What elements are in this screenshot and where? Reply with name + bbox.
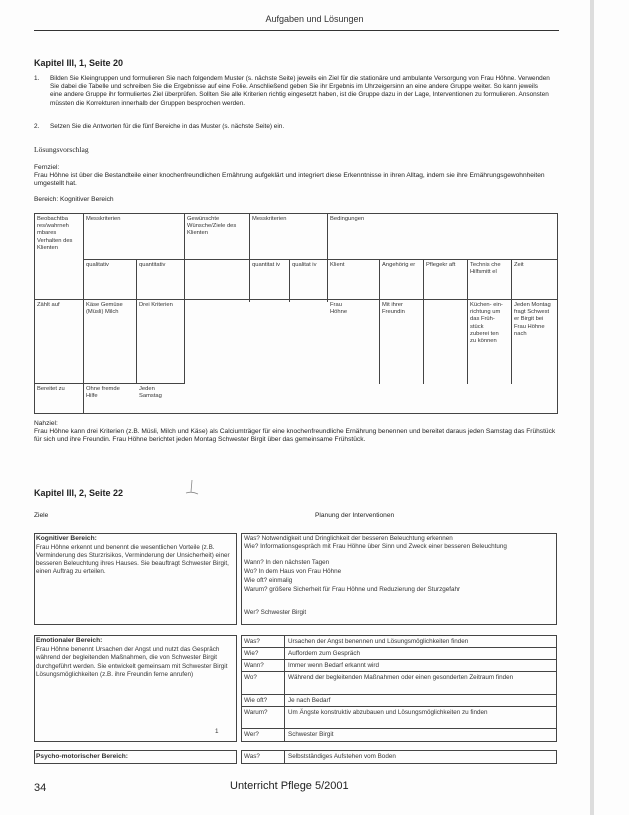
table-cell: Drei Kriterien (139, 302, 173, 308)
table-cell: Jeden Montag fragt Schwest er Birgit bei Frau Höhne nach (514, 302, 551, 337)
publication-footer: Unterricht Pflege 5/2001 (230, 780, 349, 792)
kognitiv-line: Wie oft? einmalig (244, 577, 293, 584)
task-text: Bilden Sie Kleingruppen und formulieren Sie nach folgendem Muster (s. nächste Seite) jeweils ein Ziel für die stationäre und ambulante Versorgung von Frau Höhne. Verwenden Sie dabei die Tabelle und schreiben Sie die Ergebnisse auf eine Folie. Anschließend geben Sie ihr Ergebnis im Uhrzeigersinn an eine andere Gruppe weiter. So kann jeweils eine andere Gruppe ihr formuliertes Ziel überprüfen. Sollten Sie alle Kriterien richtig eingesetzt haben, ist die Gruppe dazu in der Lage, Interventionen zu formulieren. Ansonsten müssten die Korrekturen innerhalb der Gruppen besprochen werden. (50, 75, 550, 107)
emotional-question: Wann? (244, 662, 264, 669)
emotional-text: Frau Höhne benennt Ursachen der Angst und nutzt das Gespräch während der begleitenden Maßnahmen, die von Schwester Birgit durchgeführt werden. Sie entwickelt gemeinsam mit Schwester Birgit Lösungsmöglichkeiten (z.B. ihre Freundin ferne anrufen) (36, 646, 228, 678)
running-header: Aufgaben und Lösungen (265, 14, 364, 24)
table-cell: Ohne fremde Hilfe (86, 386, 120, 400)
table-subheader-cell: Technis che Hilfsmitt el (470, 262, 501, 276)
criteria-table (34, 213, 558, 414)
table-subheader-cell: quantitat iv (252, 262, 281, 268)
emotional-answer: Um Ängste konstruktiv abzubauen und Lösungsmöglichkeiten zu finden (288, 709, 488, 716)
page-mark: 1 (215, 728, 219, 735)
nahziel-label: Nahziel: (34, 420, 58, 427)
emotional-goal-box (34, 635, 237, 742)
table-subheader-cell: qualitativ (86, 262, 109, 268)
table-cell: Jeden Samstag (139, 386, 162, 400)
bereich-text: Bereich: Kognitiver Bereich (34, 196, 114, 203)
kognitiv-goal-box (34, 533, 237, 625)
emotional-question: Was? (244, 638, 260, 645)
emotional-answer: Auffordern zum Gespräch (288, 650, 360, 657)
task-list-item-2 (34, 123, 554, 132)
task-text: Setzen Sie die Antworten für die fünf Bereiche in das Muster (s. nächste Seite) ein. (50, 123, 285, 130)
page-spine-shadow (590, 0, 594, 815)
table-subheader-cell: Klient (330, 262, 345, 268)
kognitiv-line: Was? Notwendigkeit und Dringlichkeit der besseren Beleuchtung erkennen (244, 535, 453, 542)
kognitiv-line: Warum? größere Sicherheit für Frau Höhne und Reduzierung der Sturzgefahr (244, 586, 461, 593)
table-cell: Bereitet zu (37, 386, 65, 392)
table-subheader-cell: Zeit (514, 262, 524, 268)
table-subheader-cell: Pflegekr aft (426, 262, 456, 268)
table-header-cell: Messkriterien (86, 216, 121, 222)
table-cell: Zählt auf (37, 302, 60, 308)
kognitiv-line: Wer? Schwester Birgit (244, 609, 307, 616)
psycho-question: Was? (244, 753, 260, 760)
pen-mark-icon (182, 478, 202, 498)
section-heading-2: Kapitel III, 2, Seite 22 (34, 488, 124, 498)
emotional-question: Wer? (244, 731, 259, 738)
kognitiv-line: Wo? In dem Haus von Frau Höhne (244, 568, 342, 575)
fernziel-label: Fernziel: (34, 164, 60, 171)
table-header-cell: Messkriterien (252, 216, 287, 222)
table-subheader-cell: quantitativ (139, 262, 166, 268)
table-header-cell: Beobachtba res/wahrneh mbares Verhalten des Klienten (37, 216, 73, 251)
table-cell: Käse Gemüse (Müsli) Milch (86, 302, 123, 316)
task-number: 2. (34, 123, 40, 130)
kognitiv-title: Kognitiver Bereich: (36, 535, 97, 542)
column-label-planung: Planung der Interventionen (315, 512, 395, 519)
emotional-plan-box (241, 635, 557, 742)
kognitiv-line: Wie? Informationsgespräch mit Frau Höhne über Sinn und Zweck einer besseren Beleuchtung (244, 543, 507, 550)
task-list-item-1 (34, 75, 554, 127)
table-cell: Mit ihrer Freundin (382, 302, 405, 316)
emotional-title: Emotionaler Bereich: (36, 637, 103, 644)
task-number: 1. (34, 75, 40, 82)
section-heading-1: Kapitel III, 1, Seite 20 (34, 58, 124, 68)
fernziel-text: Frau Höhne ist über die Bestandteile einer knochenfreundlichen Ernährung aufgeklärt und integriert diese Erkenntnisse in ihren Alltag, indem sie ihre Ernährungsgewohnheiten umgestellt hat. (34, 172, 545, 188)
table-cell: Frau Höhne (330, 302, 348, 316)
emotional-answer: Je nach Bedarf (288, 697, 331, 704)
table-cell: Küchen- ein- richtung um das Früh- stück zuberei ten zu können (470, 302, 503, 345)
page-number: 34 (34, 782, 47, 794)
solution-label: Lösungsvorschlag (34, 145, 89, 154)
table-subheader-cell: Angehörig er (382, 262, 416, 268)
emotional-question: Wie oft? (244, 697, 268, 704)
emotional-question: Wie? (244, 650, 259, 657)
table-header-cell: Bedingungen (330, 216, 365, 222)
psycho-plan-box (241, 750, 557, 764)
kognitiv-text: Frau Höhne erkennt und benennt die wesentlichen Vorteile (z.B. Verminderung des Sturzrisikos, Verminderung der Unsicherheit) einer besseren Beleuchtung ihres Hauses. Sie beauftragt Schwester Birgit, einen Auftrag zu erteilen. (36, 544, 230, 575)
emotional-answer: Ursachen der Angst benennen und Lösungsmöglichkeiten finden (288, 638, 469, 645)
table-subheader-cell: qualitat iv (292, 262, 317, 268)
emotional-question: Warum? (244, 709, 268, 716)
emotional-answer: Immer wenn Bedarf erkannt wird (288, 662, 379, 669)
table-header-cell: Gewünschte Wünsche/Ziele des Klienten (187, 216, 237, 237)
psycho-answer: Selbstständiges Aufstehen vom Boden (288, 753, 396, 760)
kognitiv-plan-box (241, 533, 557, 625)
column-label-ziele: Ziele (34, 512, 49, 519)
psycho-title: Psycho-motorischer Bereich: (36, 753, 128, 760)
emotional-question: Wo? (244, 674, 257, 681)
psycho-goal-box (34, 750, 237, 764)
emotional-answer: Während der begleitenden Maßnahmen oder einen gesonderten Zeitraum finden (288, 674, 514, 681)
kognitiv-line: Wann? In den nächsten Tagen (244, 559, 330, 566)
emotional-answer: Schwester Birgit (288, 731, 334, 738)
header-rule (34, 30, 559, 31)
nahziel-text: Frau Höhne kann drei Kriterien (z.B. Müsli, Milch und Käse) als Calciumträger für eine knochenfreundliche Ernährung benennen und bereitet daraus jeden Samstag das Frühstück für sich und ihre Freundin. Frau Höhne berichtet jeden Montag Schwester Birgit über das gemeinsame Frühstück. (34, 428, 556, 444)
